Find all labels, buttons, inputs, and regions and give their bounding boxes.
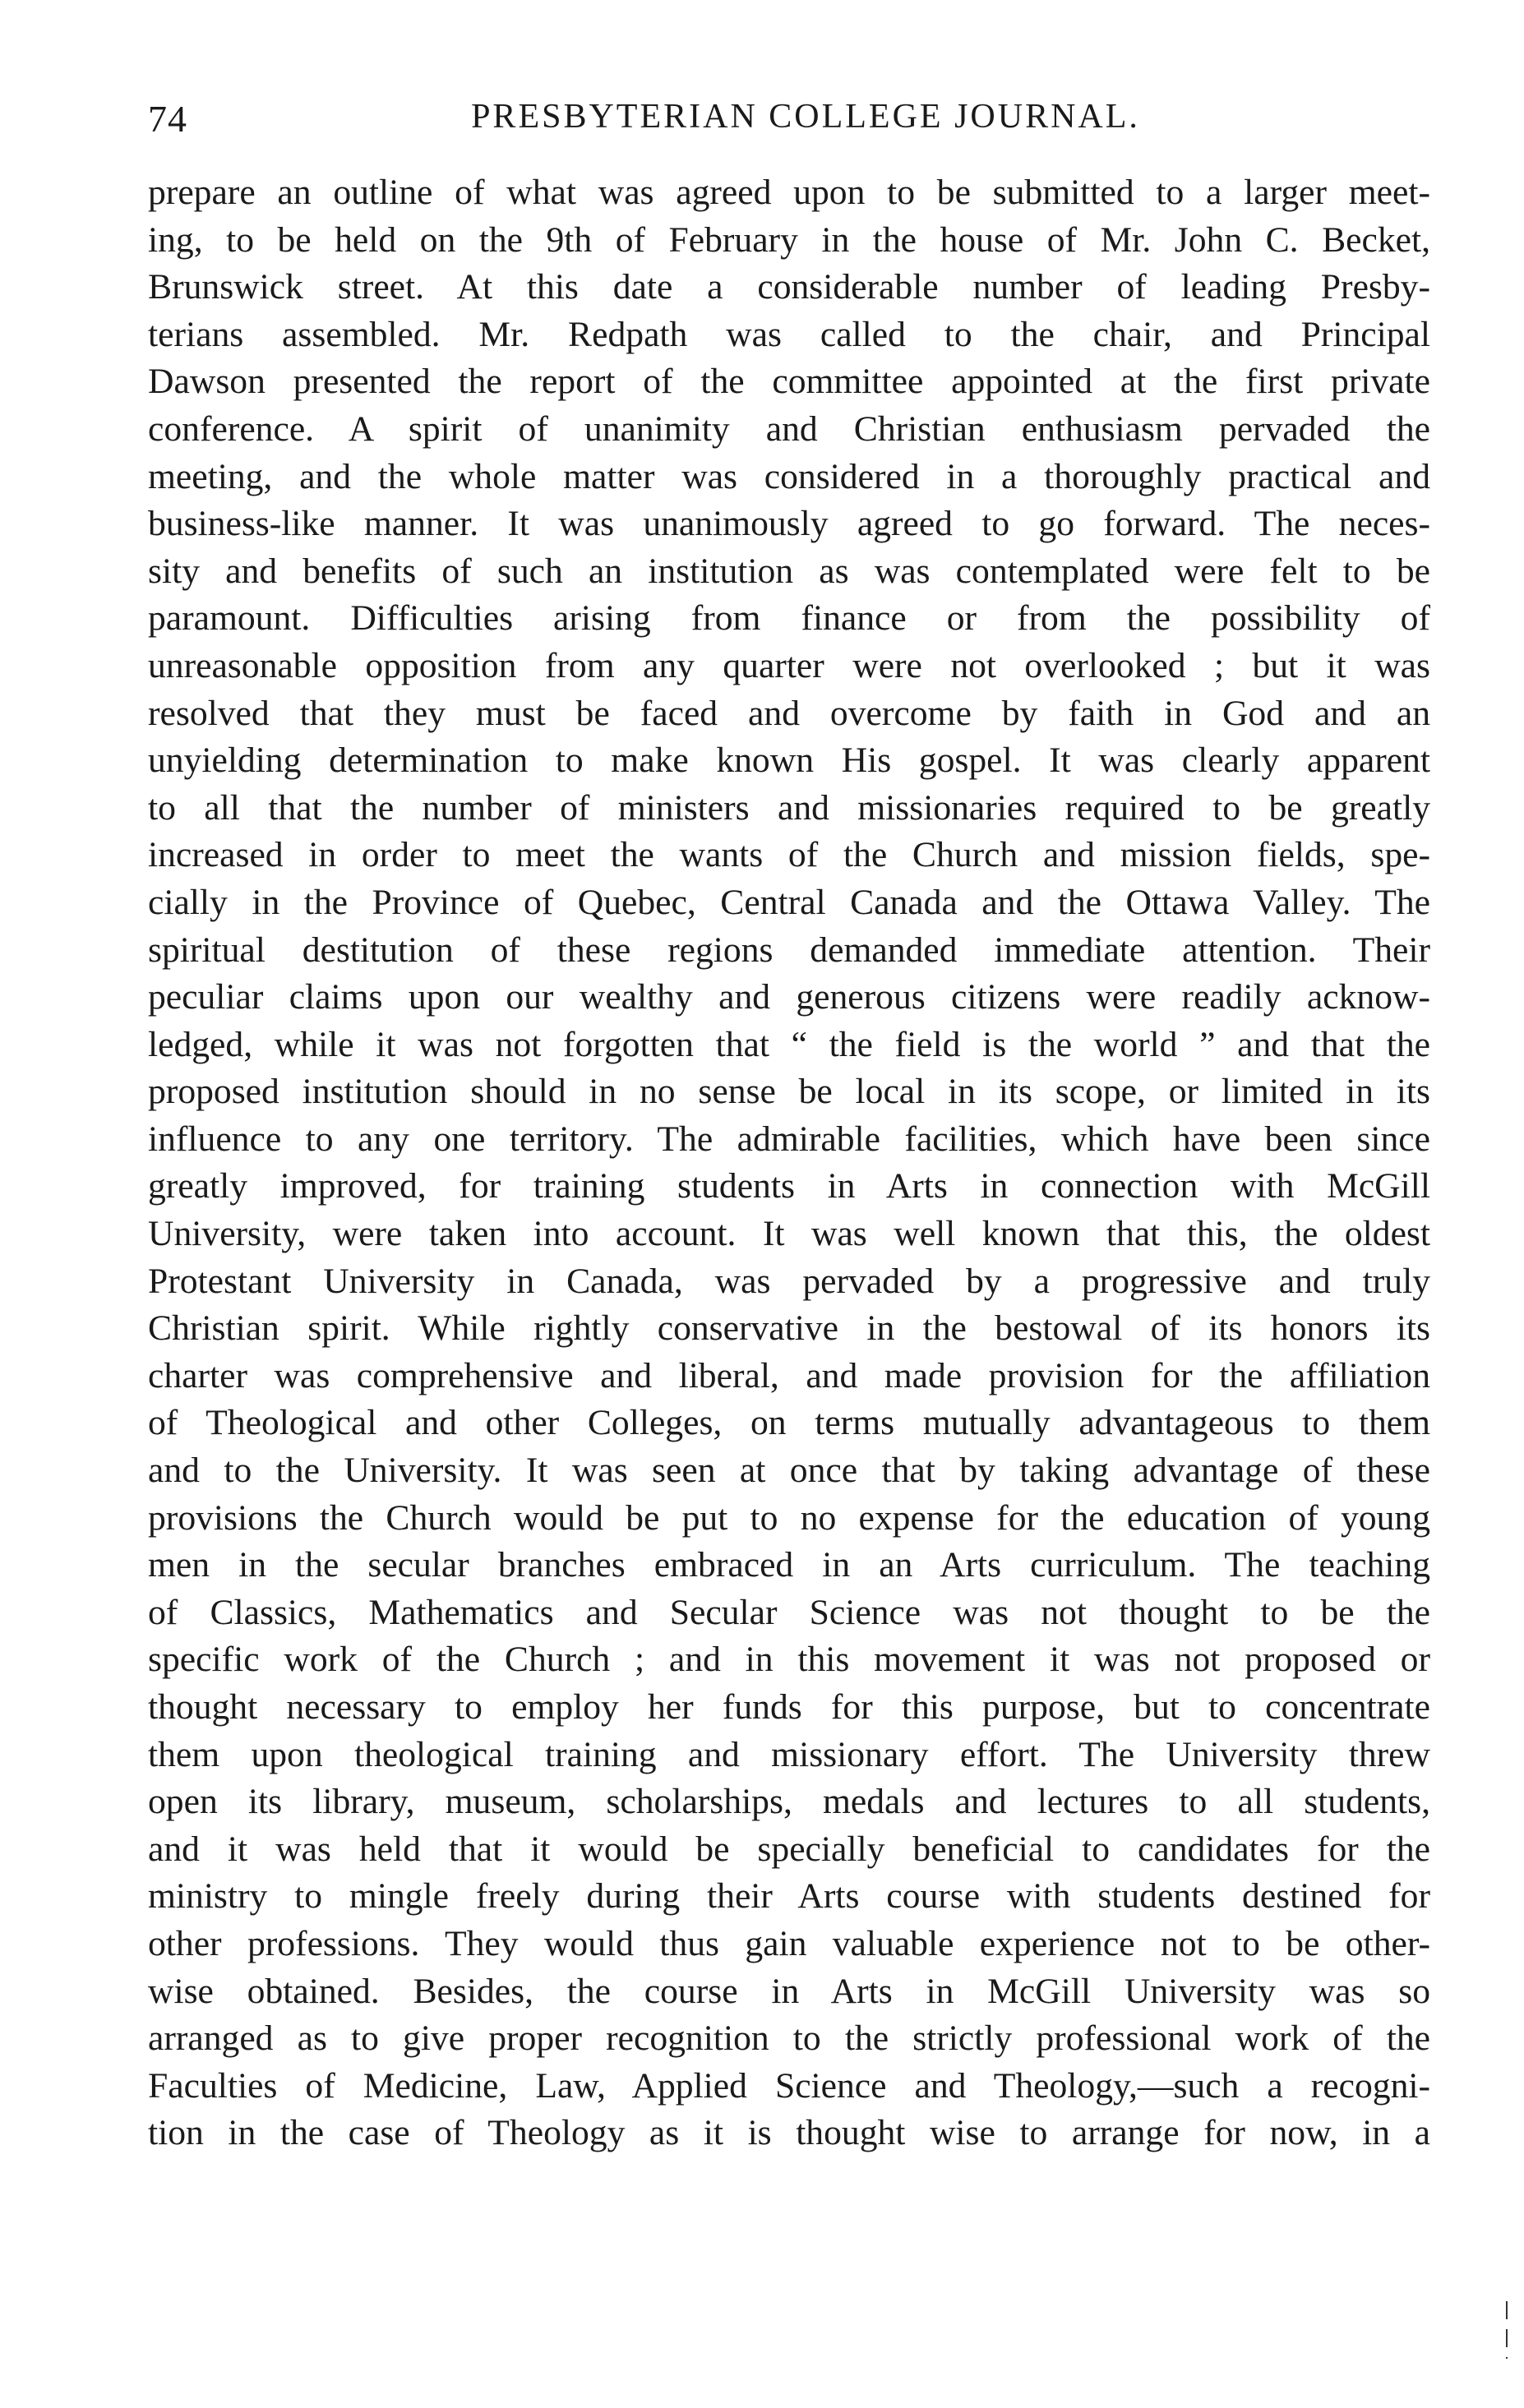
running-header <box>148 97 1430 155</box>
text-line: men in the secular branches embraced in an Arts curriculum. The teaching <box>148 1545 1430 1585</box>
text-line: Dawson presented the report of the committee appointed at the first private <box>148 362 1430 402</box>
text-line: spiritual destitution of these regions demanded immediate attention. Their <box>148 930 1430 970</box>
text-line: ing, to be held on the 9th of February in the house of Mr. John C. Becket, <box>148 219 1430 260</box>
scan-edge-mark <box>1506 2301 1508 2359</box>
document-page <box>148 97 1430 2157</box>
journal-title: PRESBYTERIAN COLLEGE JOURNAL. <box>471 98 1140 136</box>
text-line: ledged, while it was not forgotten that “ the field is the world ” and that the <box>148 1024 1430 1064</box>
text-line: prepare an outline of what was agreed upon to be submitted to a larger meet- <box>148 173 1430 212</box>
text-line: to all that the number of ministers and missionaries required to be greatly <box>148 787 1430 828</box>
text-line: resolved that they must be faced and overcome by faith in God and an <box>148 693 1430 733</box>
text-line: thought necessary to employ her funds for this purpose, but to concentrate <box>148 1687 1430 1727</box>
text-line: sity and benefits of such an institution as was contemplated were felt to be <box>148 551 1430 591</box>
text-line: University, were taken into account. It was well known that this, the oldest <box>148 1214 1430 1254</box>
text-line: wise obtained. Besides, the course in Arts in McGill University was so <box>148 1971 1430 2011</box>
text-line: tion in the case of Theology as it is thought wise to arrange for now, in a <box>148 2113 1430 2153</box>
text-line: charter was comprehensive and liberal, and made provision for the affiliation <box>148 1355 1430 1395</box>
text-line: ministry to mingle freely during their Arts course with students destined for <box>148 1876 1430 1917</box>
text-line: them upon theological training and missionary effort. The University threw <box>148 1734 1430 1774</box>
text-line: Brunswick street. At this date a considerable number of leading Presby- <box>148 267 1430 307</box>
text-line: Protestant University in Canada, was pervaded by a progressive and truly <box>148 1261 1430 1301</box>
text-line: open its library, museum, scholarships, medals and lectures to all students, <box>148 1782 1430 1822</box>
text-line: specific work of the Church ; and in this movement it was not proposed or <box>148 1640 1430 1680</box>
text-line: Christian spirit. While rightly conservative in the bestowal of its honors its <box>148 1308 1430 1349</box>
text-line: greatly improved, for training students in Arts in connection with McGill <box>148 1166 1430 1206</box>
text-line: cially in the Province of Quebec, Central Canada and the Ottawa Valley. The <box>148 882 1430 922</box>
text-line: other professions. They would thus gain valuable experience not to be other- <box>148 1923 1430 1963</box>
text-line: influence to any one territory. The admirable facilities, which have been since <box>148 1119 1430 1159</box>
text-line: meeting, and the whole matter was considered in a thoroughly practical and <box>148 456 1430 496</box>
text-line: of Classics, Mathematics and Secular Science was not thought to be the <box>148 1592 1430 1632</box>
page-number: 74 <box>148 98 187 140</box>
text-line: and it was held that it would be specially beneficial to candidates for the <box>148 1829 1430 1869</box>
text-line: proposed institution should in no sense be local in its scope, or limited in its <box>148 1072 1430 1112</box>
text-line: unyielding determination to make known His gospel. It was clearly apparent <box>148 740 1430 781</box>
text-line: unreasonable opposition from any quarter were not overlooked ; but it was <box>148 645 1430 685</box>
body-paragraph <box>148 169 1430 2157</box>
text-line: increased in order to meet the wants of the Church and mission fields, spe- <box>148 835 1430 875</box>
text-line: paramount. Difficulties arising from finance or from the possibility of <box>148 598 1430 639</box>
text-line: Faculties of Medicine, Law, Applied Science and Theology,—such a recogni- <box>148 2065 1430 2106</box>
text-line: conference. A spirit of unanimity and Christian enthusiasm pervaded the <box>148 408 1430 449</box>
text-line: of Theological and other Colleges, on terms mutually advantageous to them <box>148 1403 1430 1443</box>
text-line: provisions the Church would be put to no expense for the education of young <box>148 1497 1430 1538</box>
text-line: business-like manner. It was unanimously agreed to go forward. The neces- <box>148 504 1430 544</box>
text-line: arranged as to give proper recognition to the strictly professional work of the <box>148 2018 1430 2059</box>
text-line: terians assembled. Mr. Redpath was called to the chair, and Principal <box>148 314 1430 354</box>
text-line: peculiar claims upon our wealthy and generous citizens were readily acknow- <box>148 977 1430 1017</box>
text-line: and to the University. It was seen at once that by taking advantage of these <box>148 1451 1430 1491</box>
